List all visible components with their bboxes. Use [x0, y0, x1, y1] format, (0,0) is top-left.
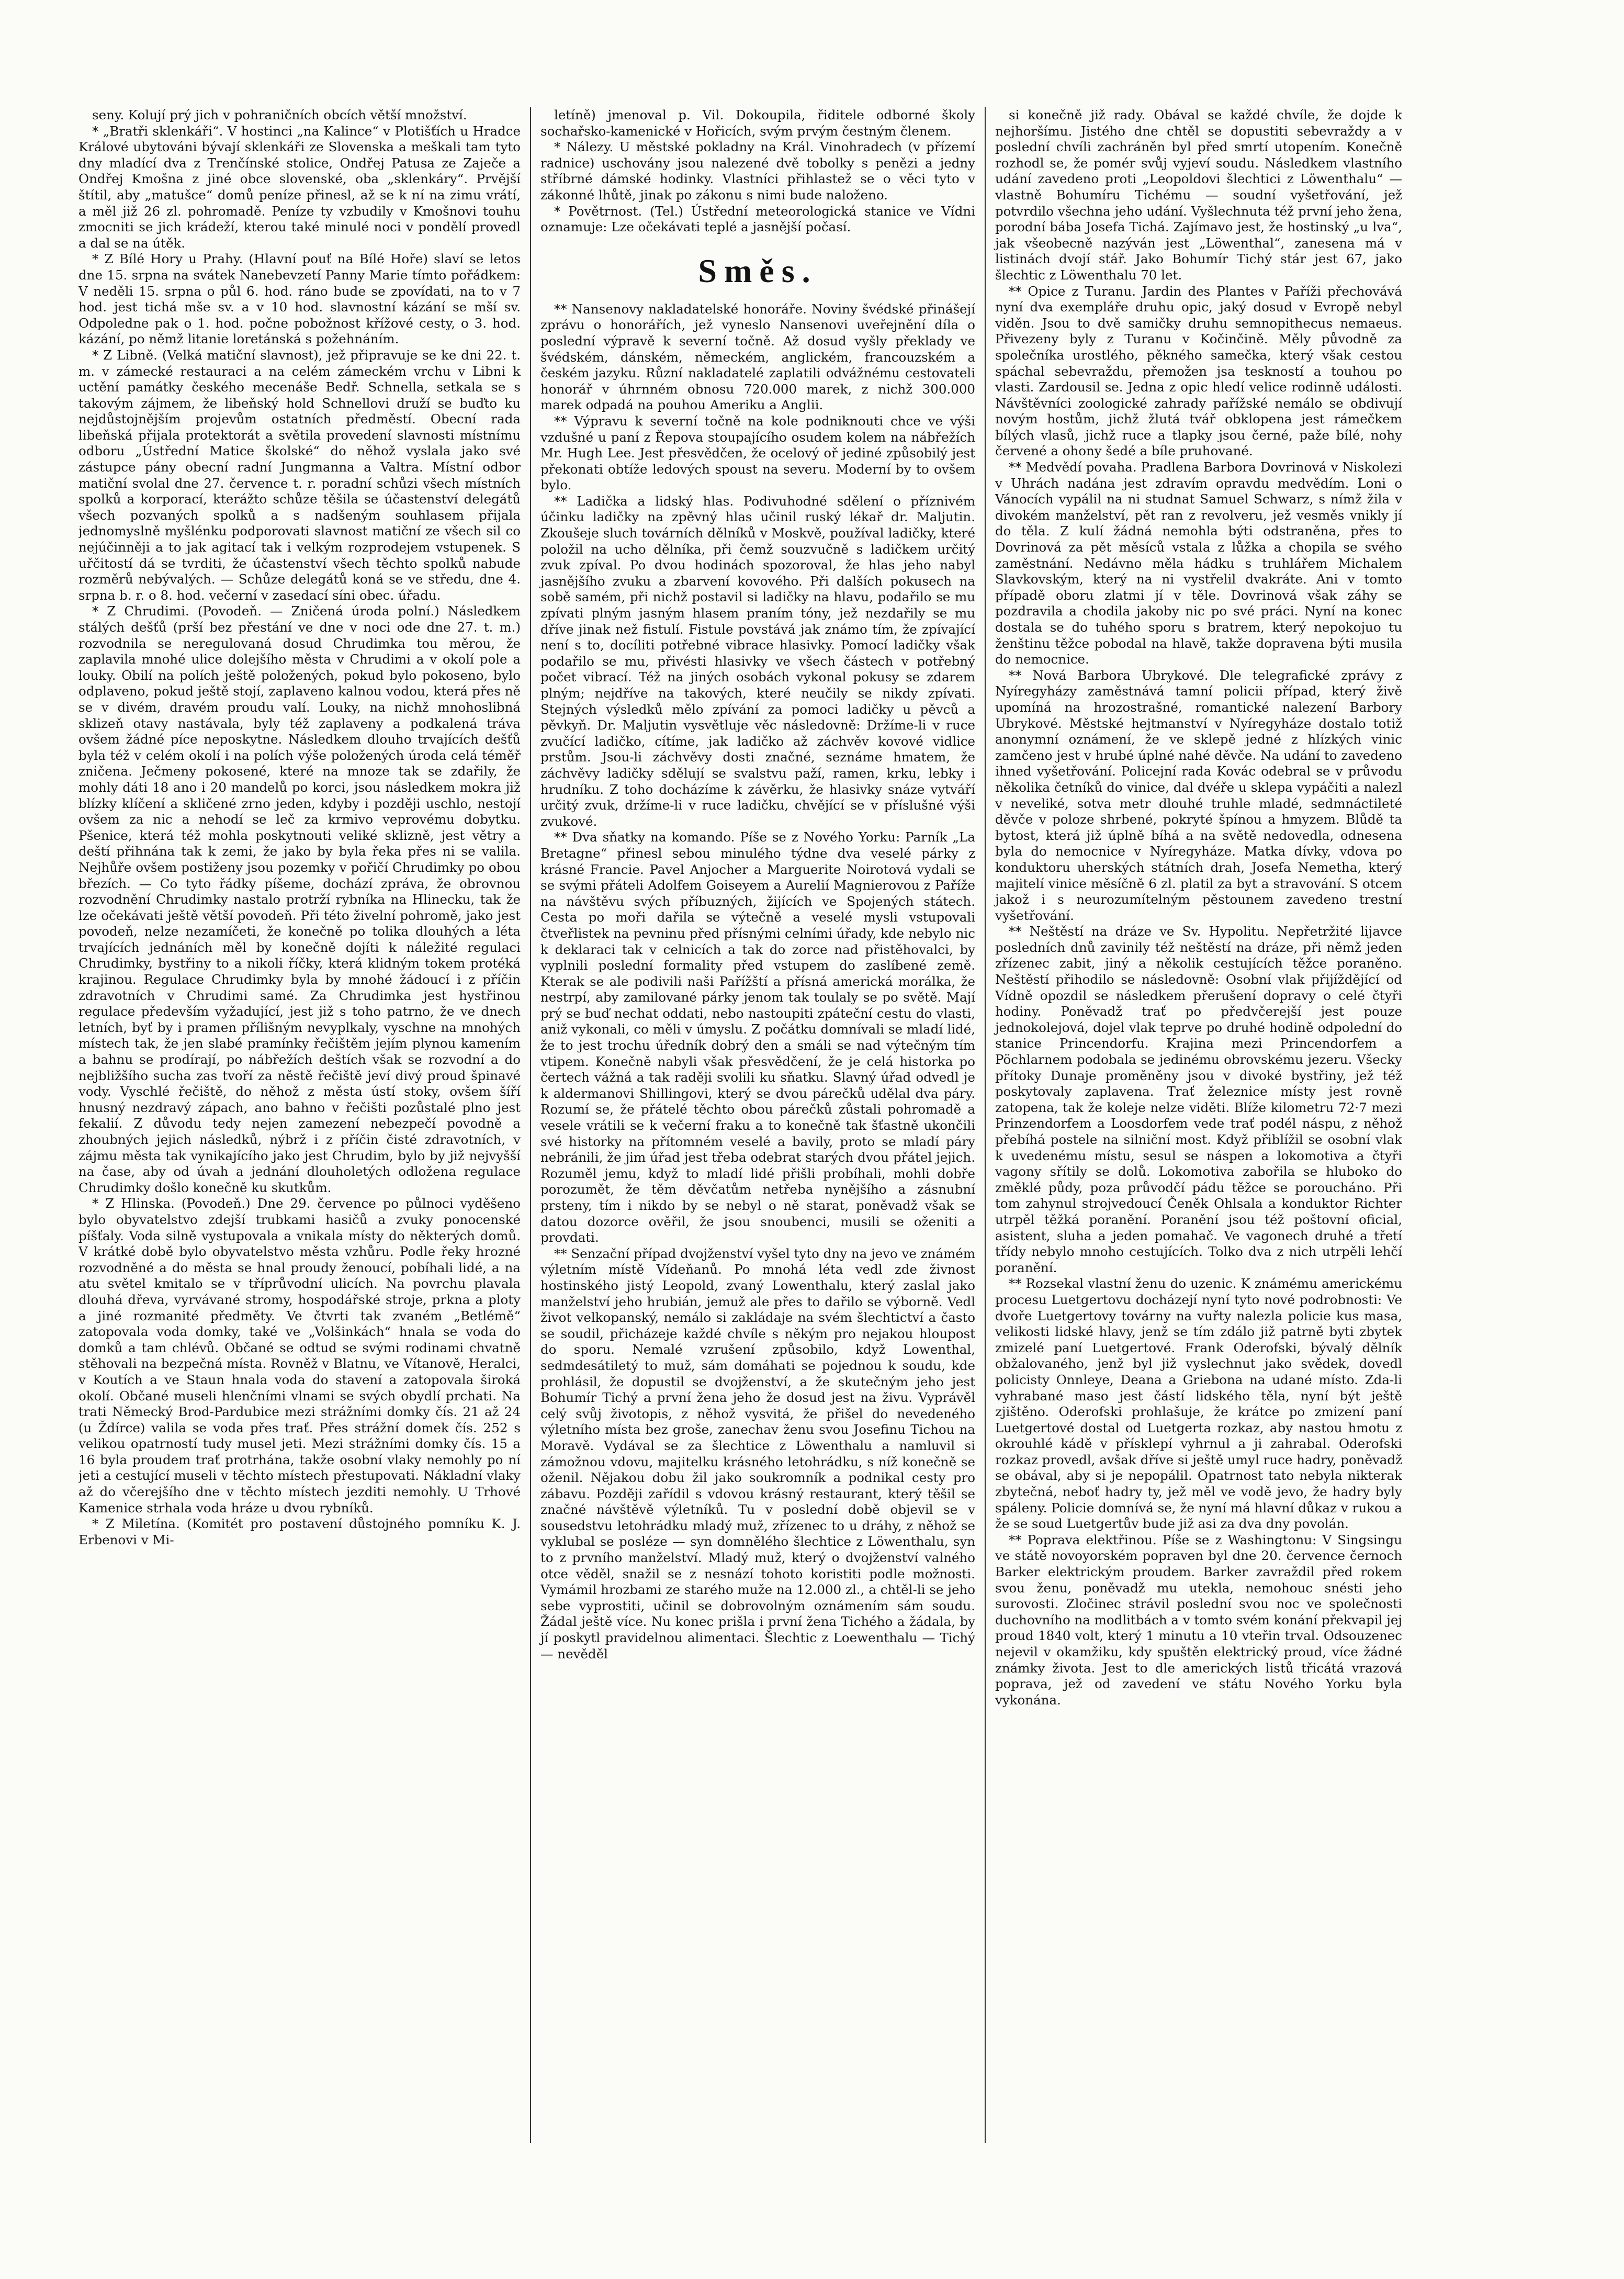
paragraph: * Z Chrudimi. (Povodeň. — Zničená úroda polní.) Následkem stálých dešťů (prší bez přestání ve dne v noci ode dne 27. t. m.) rozvodnila se neregulovaná dosud Chrudimka tou měrou, že zaplavila mnohé ulice dolejšího města v Chrudimi a v okolí pole a louky. Obilí na polích ještě položených, pokud bylo pokoseno, bylo odplaveno, pokud ještě stojí, zaplaveno kalnou vodou, která přes ně se v divém, dravém proudu valí. Louky, na nichž mnohoslibná sklizeň otavy nastávala, byly též zaplaveny a podkalená tráva ovšem žádné píce neposkytne. Následkem dlouho trvajících dešťů byla též v celém okolí i na polích výše položených úroda celá téměř zničena. Ječmeny pokosené, které na mnoze tak se zdařily, že mohly dáti 18 ano i 20 mandelů po korci, jsou následkem mokra již blízky klíčení a skličené zrno jeden, kdyby i později uschlo, nestojí ovšem za nic a nehodí se leč za krmivo veprovému dobytku. Pšenice, která též mohla poskytnouti veliké sklizně, jest větry a deští přihnána tak k zemi, že jako by byla řeka přes ni se valila. Nejhůře ovšem postiženy jsou pozemky v pořičí Chrudimky po obou březích. — Co tyto řádky píšeme, dochází zpráva, že obrovnou rozvodnění Chrudimky nastalo protrží rybníka na Hlinecku, tak že lze očekávati ještě větší povodeň. Při této živelní pohromě, jako jest povodeň, nelze nezamíčeti, že konečně po tolika dlouhých a léta trvajících jednáních měl by konečně dojíti k náležité regulaci Chrudimky, bystřiny to a nikoli říčky, která klidným tokem protéká krajinou. Regulace Chrudimky byla by mnohé žádoucí i z příčin zdravotních v Chrudimi samé. Za Chrudimka jest hystřinou regulace především vyžadující, jest již s toho patrno, že ve dnech letních, byť by i pramen přílišným nevyplkaly, vyschne na mnohých místech tak, že jen slabé pramínky řečištěm jejím plynou kamením a bahnu se prodírají, po nábřežích deštích však se rozvodní a do nejbližšího sucha zas tvoří za něstě řečiště jeví divý proud špinavé vody. Vyschlé řečiště, do něhož z města ústí stoky, ovšem šíří hnusný nezdravý zápach, ano bahno v řečišti pozůstalé plno jest fekalií. Z důvodu tedy nejen zamezení nebezpečí povodně a zhoubných jejich následků, nýbrž i z příčin čisté zdravotních, v zájmu města tak vynikajícího jako jest Chrudim, bylo by již nejvyšší na čase, aby od úvah a jednání dlouholetých odložena regulace Chrudimky došlo konečně ku skutkům. [78, 603, 521, 1195]
paragraph: ** Senzační případ dvojženství vyšel tyto dny na jevo ve známém výletním místě Vídeňanů. Po mnohá léta vedl zde živnost hostinského jistý Leopold, zvaný Lowenthalu, který zaslal jako manželství jeho hrubián, jemuž ale přes to dařilo se výborně. Vedl život velkopanský, nemálo si zakládaje na svém šlechtictví a často se soudil, přicházeje každé chvíle s někým pro nejakou hloupost do sporu. Nemalé vzrušení způsobilo, když Lowenthal, sedmdesátiletý to muž, sám domáhati se pojednou k soudu, kde prohlásil, že dopustil se dvojženství, a že skutečným jeho jest Bohumír Tichý a první žena jeho že dosud jest na živu. Vyprávěl celý svůj životopis, z něhož vysvitá, že přišel do nevedeného výletního místa bez groše, zanechav ženu svou Josefinu Tichou na Moravě. Vydával se za šlechtice z Löwenthalu a namluvil si zámožnou vdovu, majitelku krásného letohrádku, s níž konečně se oženil. Nějakou dobu žil jako soukromník a podnikal cesty pro zábavu. Později zařídil s vdovou krásný restaurant, který těšil se značné návštěvě výletníků. Tu v poslední době objevil se v sousedstvu letohrádku mladý muž, zřízenec to u dráhy, z něhož se vyklubal se posléze — syn domnělého šlechtice z Löwenthalu, syn to z prvního manželství. Mladý muž, který o dvojženství valného otce věděl, snažil se z nesnází tohoto koristiti podle možnosti. Vymámil hrozbami ze starého muže na 12.000 zl., a chtěl-li se jeho sebe vyprostiti, učinil se dobrovolným oznámením sám soudu. Žádal ještě více. Nu konec prišla i první žena Tichého a žádala, by jí poskytl pravidelnou alimentaci. Šlechtic z Loewenthalu — Tichý — nevěděl [540, 1245, 975, 1661]
paragraph: ** Rozsekal vlastní ženu do uzenic. K známému americkému procesu Luetgertovu docházejí nyní tyto nové podrobnosti: Ve dvoře Luetgertovy továrny na vuřty nalezla policie kus masa, velikosti lidské hlavy, jenž se tím zdálo již patrně byti zbytek zmizelé paní Luetgertové. Frank Oderofski, bývalý dělník obžalovaného, jenž byl již vyslechnut jako svědek, dovedl policisty Onnleye, Deana a Griebona na udané místo. Zda-li vyhrabané maso jest částí lidského těla, nyní být ještě zjištěno. Oderofski prohlašuje, že krátce po zmizení paní Luetgertové dostal od Luetgerta rozkaz, aby nastou hmotu z okrouhlé kádě v přísklepí vyhrnul a ji zahrabal. Oderofski rozkaz provedl, avšak dříve si ještě umyl ruce hadry, poněvadž se obával, aby si je nepopálil. Opatrnost tato nebyla nikterak zbytečná, neboť hadry ty, jež měl ve vodě jevo, že hadry byly spáleny. Policie domnívá se, že nyní má hlavní důkaz v rukou a že se soud Luetgertův bude již asi za dva dny povolán. [995, 1276, 1402, 1532]
paragraph: ** Nansenovy nakladatelské honoráře. Noviny švédské přinášejí zprávu o honorářích, jež vyneslo Nansenovi uveřejnění díla o poslední výpravě k severní točně. Až dosud vyšly překlady ve švédském, dánském, německém, anglickém, francouzském a českém jazyku. Různí nakladatelé zaplatili odvážnému cestovateli honorář v úhrnném obnosu 720.000 marek, z nichž 300.000 marek odpadá na pouhou Ameriku a Anglii. [540, 301, 975, 413]
paragraph: * Z Libně. (Velká matiční slavnost), jež připravuje se ke dni 22. t. m. v zámecké restauraci a na celém zámeckém vrchu v Libni k uctění památky českého mecenáše Bedř. Schnella, setkala se s takovým zájmem, že libeňský hold Schnellovi druží se buďto ku nejdůstojnějším projevům ostatních předměstí. Obecní rada libeňská přijala protektorát a světila provedení slavnosti místnímu odboru „Ústřední Matice školské“ do něhož vyslala jako své zástupce pány obecní radní Jungmanna a Valtra. Místní odbor matiční svolal dne 27. července t. r. poradní schůzi všech místních spolků a korporací, kterážto schůze těšila se účastenství delegátů všech pozvaných spolků a s nadšeným souhlasem přijala jednomyslně myšlénku podporovati slavnost matiční ze všech sil co nejúčinněji a to jak agitací tak i velkým rozprodejem vstupenek. S uřčitostí dá se tvrditi, že účastenství všech těchto spolků nabude rozměrů nebývalých. — Schůze delegátů koná se ve středu, dne 4. srpna b. r. o 8. hod. večerní v zasedací síni obec. úřadu. [78, 347, 521, 603]
paragraph: ** Dva sňatky na komando. Píše se z Nového Yorku: Parník „La Bretagne“ přinesl sebou minulého týdne dva veselé párky z krásné Francie. Pavel Anjocher a Marguerite Noirotová vydali se se svými přáteli Adolfem Goiseyem a Aurelií Magnierovou z Paříže na návštěvu svých příbuzných, žijících ve Spojených státech. Cesta po moři dařila se výtečně a veselé mysli vstupovali čtveřlistek na pevninu před přísnými celními úřady, kde nebylo nic k deklaraci tak v celnicích a tak do zorce nad přistěhovalci, by vyplnili poslední formality před vstupem do zaslíbené země. Kterak se ale podivili naši Pařížští a přísná americká morálka, že nestrpí, aby zamilované párky jenom tak toulaly se po světě. Mají prý se buď nechat oddati, nebo nastoupiti zpáteční cestu do vlasti, aniž vykonali, co měli v úmyslu. Z počátku domnívali se mladí lidé, že to jest trochu úředník dobrý den a smáli se nad výtečným tím vtipem. Konečně nabyli však přesvědčení, že je celá historka po čertech vážná a tak raději svolili ku sňatku. Slavný úřad odvedl je k aldermanovi Shillingovi, který se dvou párečků udělal dva páry. Rozumí se, že přátelé těchto obou párečků zůstali pohromadě a vesele vrátili se k večerní fraku a to konečně tak šťastně ukončili své historky na přítomném veselé a bavily, proto se mladí páry nebránili, že jim úřad jest třeba odebrat starých dvou přátel jejich. Rozuměl jemu, když to mladí lidé přišli probíhali, mohli dobře porozumět, že těm děvčatům netřeba nynějšího a zásnubní prsteny, tím i nikdo by se nebyl o ně starat, poněvadž však se datou dozorce ověřil, že jsou snoubenci, musili se oženiti a provdati. [540, 829, 975, 1245]
paragraph: * Nálezy. U městské pokladny na Král. Vinohradech (v přízemí radnice) uschovány jsou nalezené dvě tobolky s penězi a jedny stříbrné dámské hodinky. Vlastníci přihlastež se o věci tyto v zákonné lhůtě, jinak po zákonu s nimi bude naloženo. [540, 139, 975, 203]
paragraph: ** Nová Barbora Ubrykové. Dle telegrafické zprávy z Nyíregyházy zaměstnává tamní policii případ, který živě upomíná na hrozostrašné, romantické nalezení Barbory Ubrykové. Městské hejtmanství v Nyíregyháze dostalo totiž anonymní oznámení, že ve sklepě jedné z hlízkých vinic zamčeno jest v hrubé úplné nahé děvče. Na udání to zavedeno ihned vyšetřování. Policejní rada Kovác odebral se v průvodu několika četníků do vinice, dal dvéře u sklepa vypáčiti a nalezl v neveliké, sotva metr dlouhé truhle mladé, sedmnáctileté děvče v poloze shrbené, pokryté špínou a hmyzem. Blůdě ta bytost, která již úplně bíhá a na světě nedovedla, odnesena byla do nemocnice v Nyíregyháze. Matka dívky, vdova po konduktoru uherských státních drah, Josefa Nemetha, který majitelí vinice měsíčně 6 zl. platil za byt a stravování. S otcem jakož i s neurozumítelným pěstounem zavedeno trestní vyšetřování. [995, 667, 1402, 923]
column-3 [985, 107, 1402, 2143]
paragraph: * „Bratři sklenkáři“. V hostinci „na Kalince“ v Plotišťích u Hradce Králové ubytováni bývají sklenkáři ze Slovenska a meškali tam tyto dny mladící dva z Trenčínské stolice, Ondřej Patusa ze Zaječe a Ondřej Kmošna z jiné obce slovenské, oba „sklenkáry“. Prvější štítil, aby „matušce“ domů peníze přinesl, až se k ní na zimu vrátí, a měl již 26 zl. pohromadě. Peníze ty vzbudily v Kmošnovi touhu zmocniti se jich krádeží, kterou také minulé noci v pondělí provedl a dal se na útěk. [78, 123, 521, 251]
text-columns [78, 107, 1402, 2143]
paragraph: letíně) jmenoval p. Vil. Dokoupila, řiditele odborné školy sochařsko-kamenické v Hořicích, svým prvým čestným členem. [540, 107, 975, 139]
section-title-smes: Směs. [698, 252, 818, 289]
paragraph: ** Neštěstí na dráze ve Sv. Hypolitu. Nepřetržité lijavce posledních dnů zavinily též neštěstí na dráze, při němž jeden zřízenec zabit, jiný a několik cestujících těžce poraněno. Neštěstí přihodilo se následovně: Osobní vlak přijíždějící od Vídně opozdil se následkem přerušení dopravy o celé čtyři hodiny. Poněvadž trať po předvčerejší jest pouze jednokolejová, dojel vlak teprve po druhé hodině odpolední do stanice Princendorfu. Krajina mezi Princendorfem a Pöchlarnem podobala se jedinému obrovskému jezeru. Všecky přítoky Dunaje proměněny jsou v divoké bystřiny, jež též poskytovaly zaplavena. Trať železnice místy jest rovně zatopena, tak že koleje nelze viděti. Blíže kilometru 72·7 mezi Prinzendorfem a Loosdorfem vede trať podél náspu, z něhož přebíhá postele na silniční most. Když přiblížil se osobní vlak k uvedenému místu, sesul se náspen a lokomotiva a čtyři vagony sřítily se dolů. Lokomotiva zabořila se hluboko do změklé půdy, poza průvodčí pádu těžce se poroucháno. Při tom zahynul strojvedoucí Čeněk Ohlsala a konduktor Richter utrpěl těžká poranění. Poranění jsou též poštovní oficial, asistent, sluha a jeden pomahač. Ve vagonech druhé a třetí třídy nebylo mnoho cestujících. Tolko dva z nich utrpěli lehčí poranění. [995, 924, 1402, 1275]
paragraph: ** Výpravu k severní točně na kole podniknouti chce ve výši vzdušné u paní z Řepova stoupajícího osudem kolem na nábřežích Mr. Hugh Lee. Jest přesvědčen, že ocelový oř jediné způsobilý jest překonati obtíže ledových spoust na severu. Moderní by to ovšem bylo. [540, 413, 975, 493]
column-2 [530, 107, 985, 2143]
paragraph: ** Ladička a lidský hlas. Podivuhodné sdělení o příznivém účinku ladičky na zpěvný hlas učinil ruský lékař dr. Maljutin. Zkoušeje sluch továrních dělníků v Moskvě, používal ladičky, které položil na ucho dělníka, při čemž souzvučně s ladičkem určitý zvuk zpíval. Po dvou hodinách spozoroval, že hlas jeho nabyl jasnějšího zvuku a zbarvení kovového. Při dalších pokusech na sobě samém, při nichž postavil si ladičky na hlavu, podařilo se mu zpívati plným jasným hlasem praním tóny, jež nezdařily se mu dříve jinak než fistulí. Fistule povstává jak známo tím, že zpívající není s to, docíliti potřebné vibrace hlasivky. Pomocí ladičky však podařilo se mu, přivésti hlasivky ve všech částech v potřebný počet vibrací. Též na jiných osobách vykonal pokusy se zdarem plným; nejdříve na takových, které neučily se nikdy zpívati. Stejných výsledků mělo zpívání za pomoci ladičky u pěvců a pěvkyň. Dr. Maljutin vysvětluje věc následovně: Držíme-li v ruce zvučící ladičko, cítíme, jak ladičko až záchvěv kovové vidlice prstům. Jsou-li záchvěvy dosti značné, seznáme hmatem, že záchvěvy ladičky sdělují se svalstvu paží, ramen, krku, lebky i hrudníku. Z toho docházíme k závěrku, že hlasivky snáze vytváří určitý zvuk, držíme-li v ruce ladičku, chvějící se v příslušné výši zvukové. [540, 493, 975, 829]
column-1 [78, 107, 530, 2143]
paragraph: ** Medvědí povaha. Pradlena Barbora Dovrinová v Niskolezi v Uhrách nadána jest zdravím opravdu medvědím. Loni o Vánocích vypálil na ni studnat Samuel Schwarz, s nímž žila v divokém manželství, pět ran z revolveru, jež vesměs vnikly jí do těla. Z kulí žádná nemohla býti odstraněna, přes to Dovrinová za pět měsíců vstala z lůžka a chopila se svého zaměstnání. Nedávno měla hádku s truhlářem Michalem Slavkovským, který na ni vystřelil dvakráte. Ani v tomto případě oboru zlatmi jí v těle. Dovrinová však záhy se pozdravila a chodila jakoby nic po své práci. Nyní na konec dostala se do tuhého sporu s bratrem, který nepokojuo tu ženštinu těžce pobodal na hlavě, takže dopravena býti musila do nemocnice. [995, 459, 1402, 667]
paragraph: * Z Bílé Hory u Prahy. (Hlavní pouť na Bílé Hoře) slaví se letos dne 15. srpna na svátek Nanebevzetí Panny Marie tímto pořádkem: V neděli 15. srpna o půl 6. hod. ráno bude se zpovídati, na to v 7 hod. jest tichá mše sv. a v 10 hod. slavnostní kázání se mší sv. Odpoledne pak o 1. hod. počne pobožnost křížové cesty, o 3. hod. kázání, po němž litanie loretánská s požehnáním. [78, 251, 521, 347]
paragraph: * Z Miletína. (Komitét pro postavení důstojného pomníku K. J. Erbenovi v Mi- [78, 1516, 521, 1547]
paragraph: ** Opice z Turanu. Jardin des Plantes v Paříži přechovává nyní dva exempláře druhu opic, jaký dosud v Evropě nebyl viděn. Jsou to dvě samičky druhu semnopithecus nemaeus. Přivezeny byly z Turanu v Kočinčině. Měly původně za společníka urostlého, pěkného samečka, který však cestou spáchal sebevraždu, přemožen jsa teskností a touhou po vlasti. Zardousil se. Jedna z opic hledí velice rodinně události. Návštěvníci zoologické zahrady pařížské nemálo se obdivují novým hostům, jichž žlutá tvář obklopena jest rámečkem bílých vlasů, jichž ruce a tlapky jsou černé, paže bílé, nohy červené a ohony šedé a bíle pruhované. [995, 283, 1402, 459]
paragraph: * Z Hlinska. (Povodeň.) Dne 29. července po půlnoci vyděšeno bylo obyvatelstvo zdejší trubkami hasičů a zvuky ponocenské píšťaly. Voda silně vystupovala a vnikala místy do některých domů. V krátké době bylo obyvatelstvo města vzhůru. Podle řeky hrozné rozvodněné a do města se hnal proudy ženoucí, pobíhali lidé, a na atu světel kmitalo se v tříprůvodní ulicích. Na povrchu plavala dlouhá dřeva, vyrvávané stromy, hospodářské stroje, prkna a ploty a jiné rozmanité předměty. Ve čtvrti tak zvaném „Betlémě“ zatopovala voda domky, také ve „Volšinkách“ hnala se voda do domků a tam chlévů. Občané se odtud se svými rodinami chvatně stěhovali na bezpečná místa. Rovněž v Blatnu, ve Vítanově, Heralci, v Koutích a ve Staun hnala voda do stavení a zatopovala široká okolí. Občané museli hlenčními vlnami se svých obydlí prchati. Na trati Německý Brod-Pardubice mezi strážními domky čís. 21 až 24 (u Ždírce) valila se voda přes trať. Přes strážní domek čís. 252 s velikou opatrností tudy musel jeti. Mezi strážními domky čís. 15 a 16 byla proudem trať protrhána, takže osobní vlaky nemohly po ní jeti a cestující museli v těchto místech přestupovati. Nákladní vlaky až do včerejšího dne v těchto místech jezditi nemohly. U Trhové Kamenice strhala voda hráze u dvou rybníků. [78, 1196, 521, 1515]
paragraph: si konečně již rady. Obával se každé chvíle, že dojde k nejhoršímu. Jistého dne chtěl se dopustiti sebevraždy a v poslední chvíli zachráněn byl před smrtí utopením. Konečně rozhodl se, že pomér svůj vyjeví soudu. Následkem vlastního udání zavedeno proti „Leopoldovi šlechtici z Löwenthalu“ — vlastně Bohumíru Tichému — soudní vyšetřování, jež potvrdilo všechna jeho udání. Vyšlechnuta též první jeho žena, porodní bába Josefa Tichá. Zajímavo jest, že hostinský „u lva“, jak všeobecně nazýván jest „Löwenthal“, zanesena má v listinách dvojí stář. Jako Bohumír Tichý stár jest 67, jako šlechtic z Löwenthalu 70 let. [995, 107, 1402, 283]
paragraph: seny. Kolují prý jich v pohraničních obcích větší množství. [92, 107, 467, 122]
paragraph: ** Poprava elektřinou. Píše se z Washingtonu: V Singsingu ve státě novoyorském popraven byl dne 20. července černoch Barker elektrickým proudem. Barker zavraždil před rokem svou ženu, poněvadž mu utekla, nemohouc snésti jeho surovosti. Zločinec strávil poslední svou noc ve společnosti duchovního na modlitbách a v tomto svém konání překvapil jej proud 1840 volt, který 1 minutu a 10 vteřin trval. Odsouzenec nejevil v okamžiku, kdy spuštěn elektrický proud, více žádné známky života. Jest to dle amerických listů třicátá vrazová poprava, jež od zavedení ve státu Nového Yorku byla vykonána. [995, 1532, 1402, 1708]
paragraph: * Povětrnost. (Tel.) Ústřední meteorologická stanice ve Vídni oznamuje: Lze očekávati teplé a jasnější počasí. [540, 203, 975, 235]
